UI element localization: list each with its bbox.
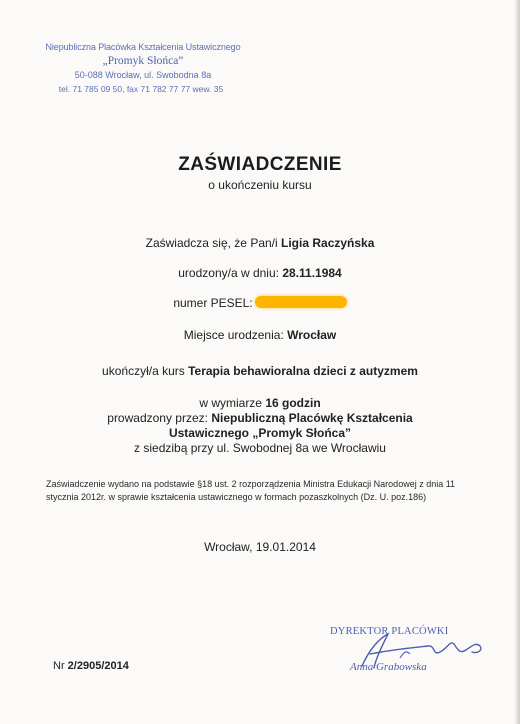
director-title-stamp: DYREKTOR PLACÓWKI xyxy=(330,626,449,637)
stamp-contact: tel. 71 785 09 50, fax 71 782 77 77 wew. 35 xyxy=(58,84,224,94)
address-line: z siedzibą przy ul. Swobodnej 8a we Wrocławiu xyxy=(134,441,386,455)
birth-date-label: urodzony/a w dniu: xyxy=(178,266,279,280)
birth-place-row xyxy=(0,328,520,342)
run-by-line xyxy=(0,411,520,426)
certifies-label: Zaświadcza się, że Pan/i xyxy=(145,236,278,250)
institution-line2-row xyxy=(0,426,520,441)
course-label: ukończył/a kurs xyxy=(102,364,185,378)
institution-name-line2: Ustawicznego „Promyk Słońca” xyxy=(168,426,352,440)
place-and-date: Wrocław, 19.01.2014 xyxy=(204,540,316,554)
stamp-institution-name: Niepubliczna Placówka Kształcenia Ustawicznego xyxy=(45,42,241,52)
course-name: Terapia behawioralna dzieci z autyzmem xyxy=(188,364,418,378)
document-title: ZAŚWIADCZENIE xyxy=(178,154,342,175)
director-name: Anna Grabowska xyxy=(350,661,427,673)
scope-hours: 16 godzin xyxy=(265,396,321,410)
institution-stamp xyxy=(38,40,248,96)
course-details-block xyxy=(0,396,520,456)
birth-place-value: Wrocław xyxy=(287,328,337,342)
paper-edge-shadow xyxy=(514,0,520,724)
birth-date-value: 28.11.1984 xyxy=(282,266,342,280)
stamp-address: 50-088 Wrocław, ul. Swobodna 8a xyxy=(74,70,212,80)
course-row xyxy=(0,364,520,378)
pesel-redaction-mark xyxy=(255,296,347,308)
certifies-row xyxy=(0,236,520,250)
stamp-institution-brand: „Promyk Słońca” xyxy=(102,55,184,67)
person-name: Ligia Raczyńska xyxy=(281,236,375,250)
certificate-number-label: Nr xyxy=(53,660,65,672)
scope-label: w wymiarze xyxy=(199,396,262,410)
legal-basis-text: Zaświadczenie wydano na podstawie §18 ust. 2 rozporządzenia Ministra Edukacji Narodowej z dnia 11 stycznia 2012r. w sprawie kształcenia ustawicznego w formach pozaszkolnych (Dz. U. poz.186) xyxy=(46,479,456,502)
scope-line xyxy=(0,396,520,411)
document-subtitle: o ukończeniu kursu xyxy=(208,178,312,192)
run-by-label: prowadzony przez: xyxy=(107,411,208,425)
institution-name-line1: Niepubliczną Placówkę Kształcenia xyxy=(211,411,413,425)
birth-date-row xyxy=(0,266,520,280)
birth-place-label: Miejsce urodzenia: xyxy=(183,328,284,342)
certificate-number xyxy=(53,660,129,672)
pesel-row xyxy=(0,296,520,310)
pesel-label: numer PESEL: xyxy=(173,296,253,310)
certificate-number-value: 2/2905/2014 xyxy=(67,660,129,672)
